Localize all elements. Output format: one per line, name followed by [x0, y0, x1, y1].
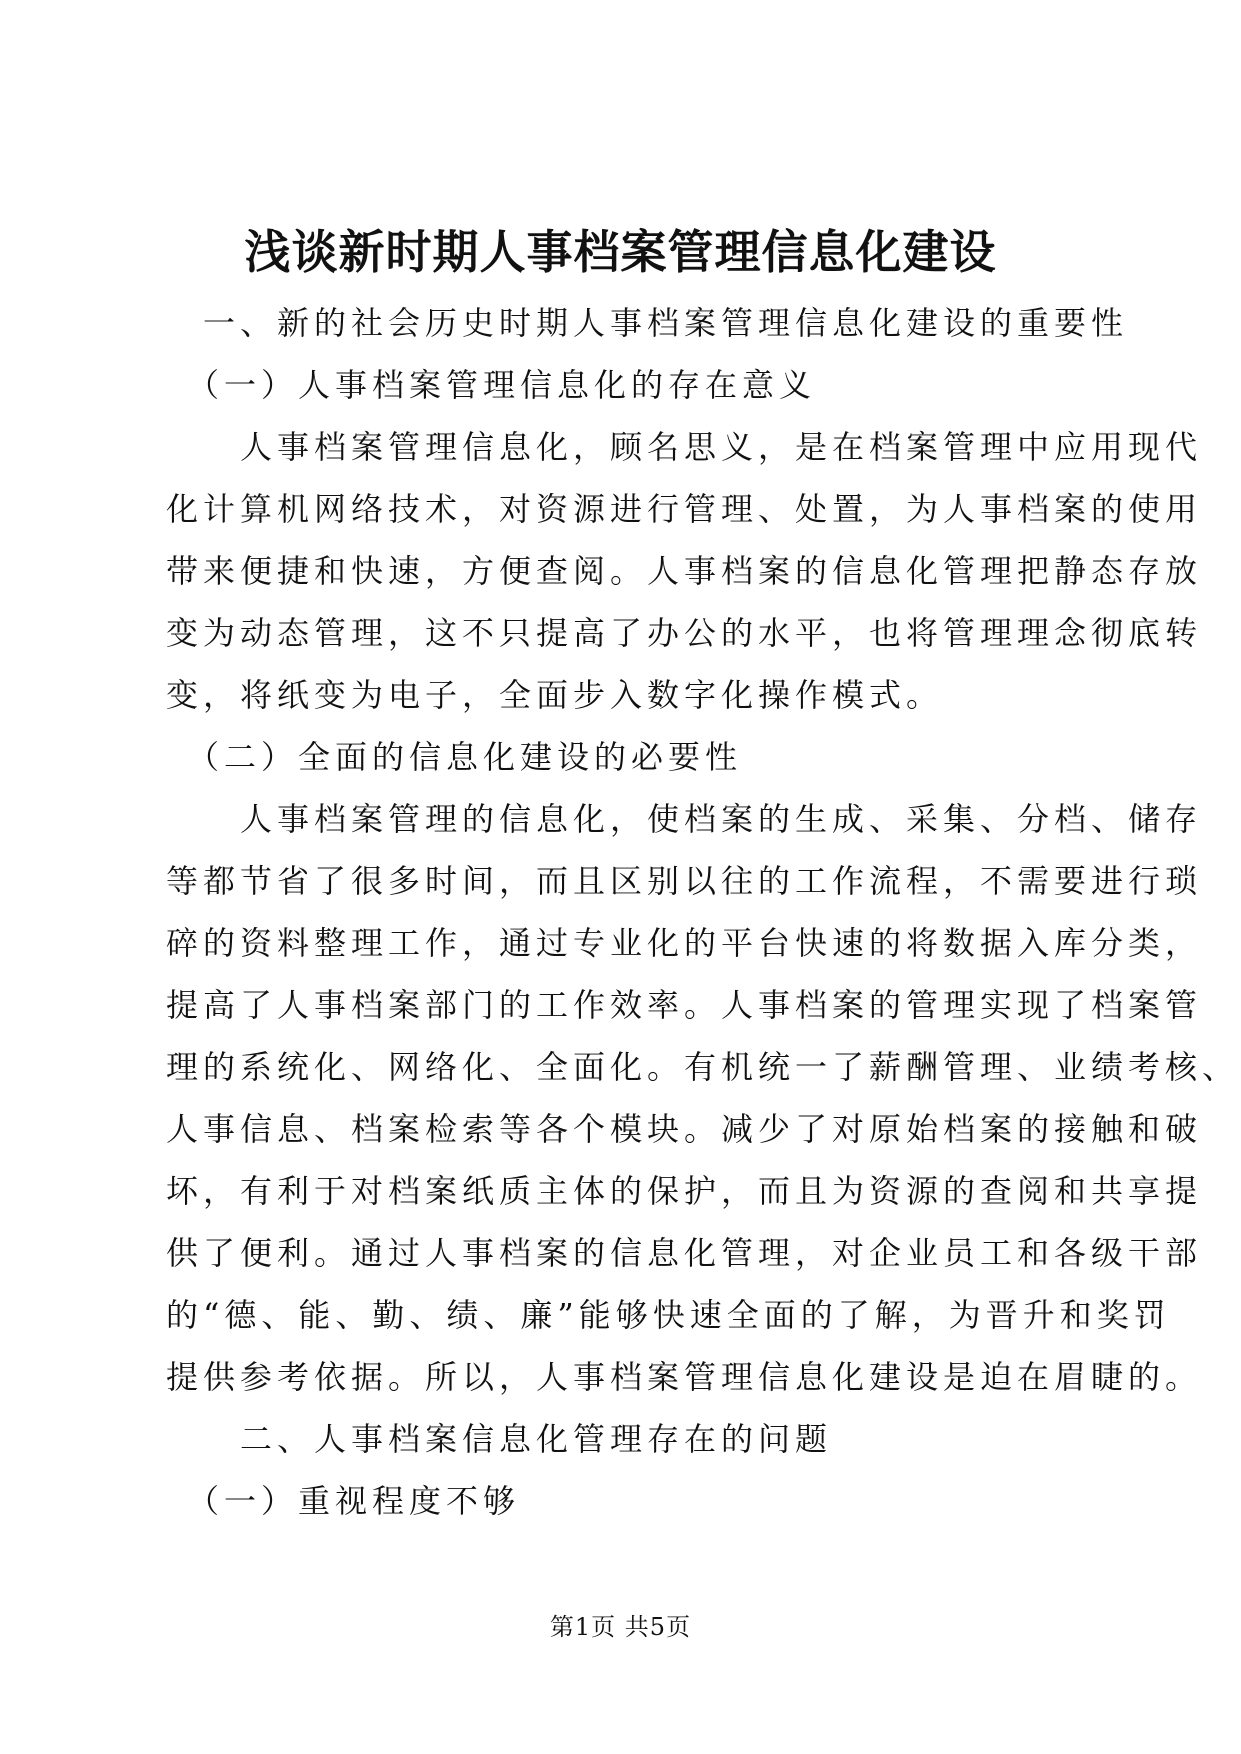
- subsection-heading-1-1: （一）人事档案管理信息化的存在意义: [166, 366, 817, 404]
- subsection-heading-1-2: （二）全面的信息化建设的必要性: [166, 738, 743, 776]
- section-heading-1: 一、新的社会历史时期人事档案管理信息化建设的重要性: [166, 304, 1129, 342]
- paragraph-line: 等都节省了很多时间，而且区别以往的工作流程，不需要进行琐: [166, 862, 1203, 900]
- paragraph-line: 坏，有利于对档案纸质主体的保护，而且为资源的查阅和共享提: [166, 1172, 1203, 1210]
- paragraph-line: 带来便捷和快速，方便查阅。人事档案的信息化管理把静态存放: [166, 552, 1203, 590]
- paragraph-line: 人事信息、档案检索等各个模块。减少了对原始档案的接触和破: [166, 1110, 1203, 1148]
- paragraph-line: 的“德、能、勤、绩、廉”能够快速全面的了解，为晋升和奖罚: [166, 1296, 1171, 1334]
- paragraph-line: 碎的资料整理工作，通过专业化的平台快速的将数据入库分类，: [166, 924, 1203, 962]
- paragraph-line: 化计算机网络技术，对资源进行管理、处置，为人事档案的使用: [166, 490, 1203, 528]
- paragraph-line: 提高了人事档案部门的工作效率。人事档案的管理实现了档案管: [166, 986, 1203, 1024]
- paragraph-line: 人事档案管理信息化，顾名思义，是在档案管理中应用现代: [166, 428, 1203, 466]
- paragraph-line: 变为动态管理，这不只提高了办公的水平，也将管理理念彻底转: [166, 614, 1203, 652]
- page-number-footer: 第1页 共5页: [549, 1613, 692, 1641]
- paragraph-line: 提供参考依据。所以，人事档案管理信息化建设是迫在眉睫的。: [166, 1358, 1203, 1396]
- subsection-heading-2-1: （一）重视程度不够: [166, 1482, 521, 1520]
- paragraph-line: 理的系统化、网络化、全面化。有机统一了薪酬管理、业绩考核、: [166, 1048, 1240, 1086]
- paragraph-line: 供了便利。通过人事档案的信息化管理，对企业员工和各级干部: [166, 1234, 1203, 1272]
- paragraph-line: 变，将纸变为电子，全面步入数字化操作模式。: [166, 676, 944, 714]
- paragraph-line: 人事档案管理的信息化，使档案的生成、采集、分档、储存: [166, 800, 1203, 838]
- document-title: 浅谈新时期人事档案管理信息化建设: [244, 225, 997, 279]
- section-heading-2: 二、人事档案信息化管理存在的问题: [166, 1420, 833, 1458]
